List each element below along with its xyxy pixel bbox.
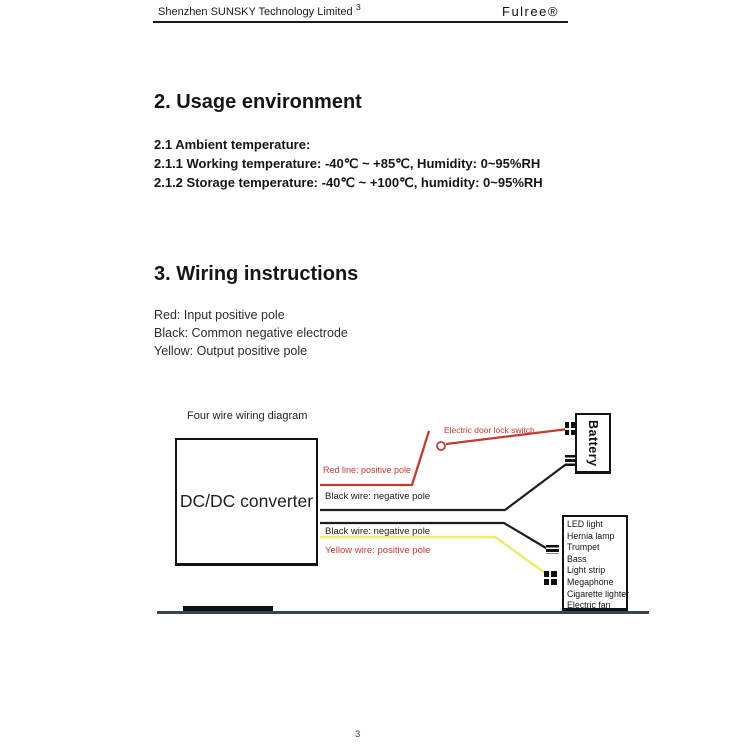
wiring-line: Yellow: Output positive pole <box>154 344 308 358</box>
wiring-line: Black: Common negative electrode <box>154 326 348 340</box>
battery-positive-terminal-icon <box>565 422 575 435</box>
usage-line: 2.1.2 Storage temperature: -40℃ ~ +100℃, humidity: 0~95%RH <box>154 175 543 190</box>
header-brand: Fulree® <box>502 4 559 19</box>
load-negative-terminal-icon <box>546 545 559 554</box>
battery-negative-terminal-icon <box>565 455 575 466</box>
door-lock-switch-contact <box>437 442 445 450</box>
black-wire-bottom-label: Black wire: negative pole <box>325 526 431 537</box>
wiring-section-body <box>154 306 348 360</box>
load-item: Light strip <box>567 565 606 576</box>
wiring-diagram <box>150 405 660 623</box>
wiring-line: Red: Input positive pole <box>154 308 285 322</box>
dcdc-converter-label: DC/DC converter <box>179 491 314 511</box>
wiring-section-title: 3. Wiring instructions <box>154 263 359 285</box>
red-wire <box>320 431 429 485</box>
diagram-caption: Four wire wiring diagram <box>187 410 308 422</box>
load-item: LED light <box>567 519 603 529</box>
battery-label: Battery <box>586 419 600 467</box>
battery-box <box>575 413 611 474</box>
load-item: Electric fan <box>567 600 611 611</box>
yellow-wire-label: Yellow wire: positive pole <box>325 545 431 556</box>
black-wire-top-label: Black wire: negative pole <box>325 491 431 502</box>
load-item: Trumpet <box>567 542 600 553</box>
usage-section-title: 2. Usage environment <box>154 91 362 113</box>
page-number: 3 <box>355 729 361 740</box>
load-item: Bass <box>567 553 587 564</box>
yellow-wire <box>320 537 551 577</box>
load-list-box <box>562 515 628 611</box>
load-item: Megaphone <box>567 576 614 587</box>
dcdc-converter-box <box>175 438 318 566</box>
usage-line: 2.1 Ambient temperature: <box>154 137 311 152</box>
red-wire-label: Red line: positive pole <box>323 465 412 475</box>
header-company: Shenzhen SUNSKY Technology Limited <box>158 6 353 18</box>
usage-line: 2.1.1 Working temperature: -40℃ ~ +85℃, Humidity: 0~95%RH <box>154 156 541 171</box>
header-rule <box>153 21 568 23</box>
load-item: Cigarette lighter <box>567 588 630 599</box>
header-superscript: 3 <box>356 2 361 12</box>
usage-section-body <box>154 135 543 192</box>
load-item: Hernia lamp <box>567 530 615 541</box>
ground-rail <box>157 611 649 614</box>
load-positive-terminal-icon <box>544 571 557 585</box>
door-lock-switch-label: Electric door lock switch <box>444 425 535 435</box>
